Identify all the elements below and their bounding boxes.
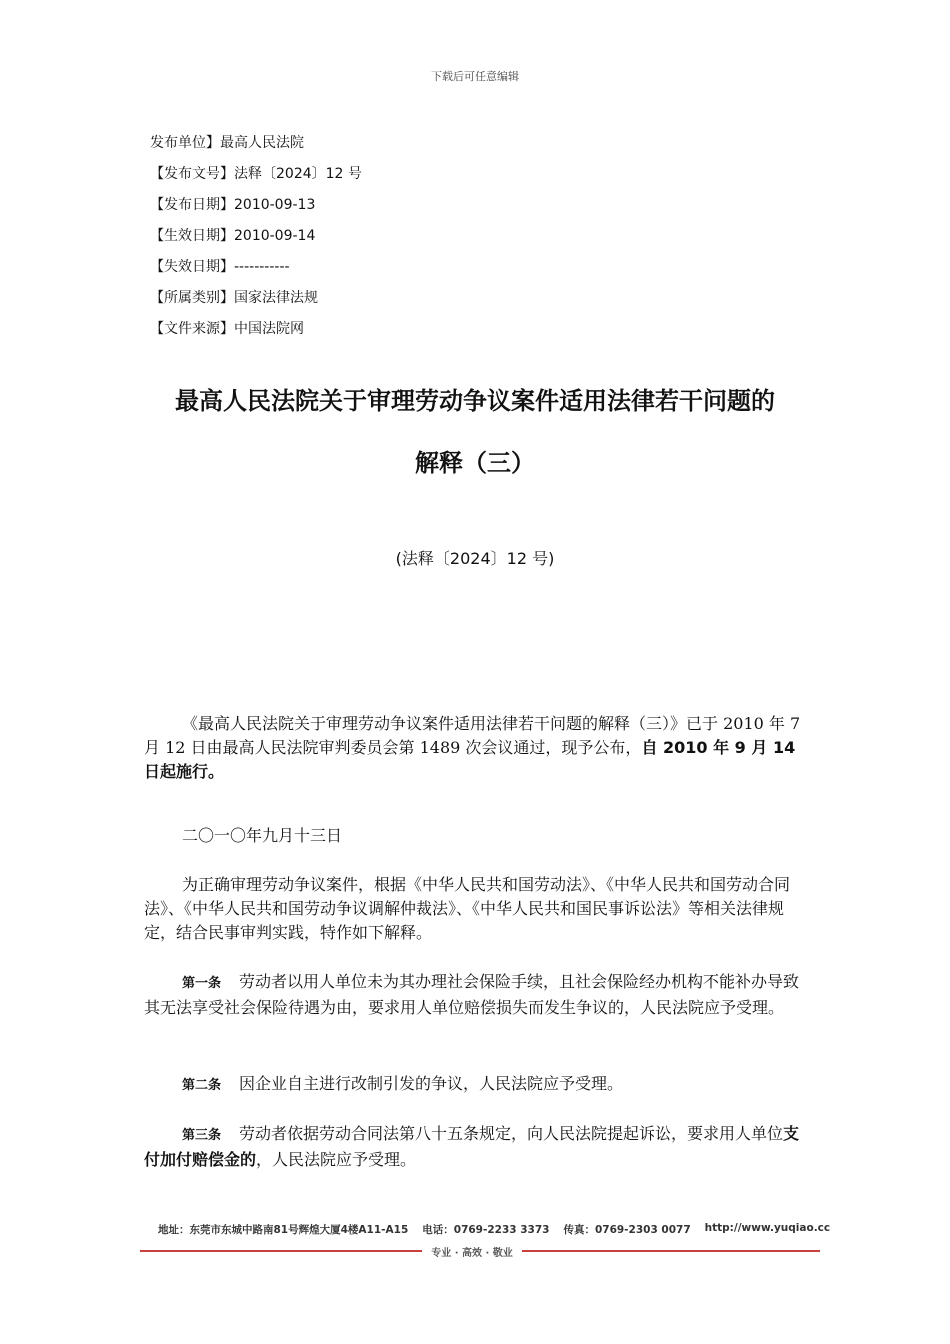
- document-number: (法释〔2024〕12 号): [395, 549, 555, 568]
- preamble-text: 为正确审理劳动争议案件，根据《中华人民共和国劳动法》、《中华人民共和国劳动合同法》、《中华人民共和国劳动争议调解仲裁法》、《中华人民共和国民事诉讼法》等相关法律规定，结合民事审判实践，特作如下解释。: [144, 875, 791, 942]
- article-label: 第二条: [182, 1078, 222, 1093]
- meta-label: 【所属类别】: [150, 290, 234, 306]
- article-text: 劳动者依据劳动合同法第八十五条规定，向人民法院提起诉讼，要求用人单位: [239, 1124, 784, 1143]
- preamble-paragraph: [144, 873, 806, 945]
- meta-value: 国家法律法规: [234, 290, 318, 306]
- meta-label: 【文件来源】: [150, 321, 234, 337]
- article-label: 第一条: [182, 976, 222, 991]
- footer-divider: [140, 1245, 820, 1257]
- meta-row-issue-date: [150, 190, 362, 221]
- footer-rule-right: [522, 1250, 820, 1252]
- footer-contact: [140, 1222, 831, 1237]
- article-1: [144, 970, 806, 1020]
- meta-value: -----------: [234, 259, 290, 275]
- meta-row-expiry-date: [150, 252, 362, 283]
- metadata-block: [150, 128, 362, 345]
- article-2: [144, 1072, 806, 1098]
- footer-rule-left: [140, 1250, 422, 1252]
- intro-text: 《最高人民法院关于审理劳动争议案件适用法律若干问题的解释（三）》已于 2010 年 7 月 12 日由最高人民法院审判委员会第 1489 次会议通过，现予公布，: [144, 714, 801, 757]
- meta-row-doc-number: [150, 159, 362, 190]
- meta-value: 法释〔2024〕12 号: [234, 166, 362, 182]
- meta-row-issuer: [150, 128, 362, 159]
- article-text-bold: 支付加付赔偿金的: [144, 1124, 800, 1169]
- header-note: 下载后可任意编辑: [431, 70, 519, 83]
- article-label: 第三条: [182, 1128, 222, 1143]
- meta-value: 2010-09-13: [234, 197, 316, 213]
- footer-fax: 传真：0769-2303 0077: [563, 1224, 691, 1236]
- meta-row-effective-date: [150, 221, 362, 252]
- meta-value: 中国法院网: [234, 321, 304, 337]
- meta-value: 最高人民法院: [220, 135, 304, 151]
- intro-effective-date: 自 2010 年 9 月 14 日起施行。: [144, 738, 796, 781]
- meta-label: 发布单位】: [150, 135, 220, 151]
- title-line-2: 解释（三）: [415, 449, 535, 477]
- meta-value: 2010-09-14: [234, 228, 316, 244]
- meta-row-category: [150, 283, 362, 314]
- article-text: 因企业自主进行改制引发的争议，人民法院应予受理。: [239, 1074, 624, 1093]
- intro-paragraph: [144, 712, 806, 784]
- signing-date: 二〇一〇年九月十三日: [182, 826, 343, 845]
- signing-date-paragraph: [144, 824, 806, 848]
- footer-address: 地址：东莞市东城中路南81号辉煌大厦4楼A11-A15: [158, 1224, 409, 1236]
- meta-label: 【发布日期】: [150, 197, 234, 213]
- article-text: 劳动者以用人单位未为其办理社会保险手续，且社会保险经办机构不能补办导致其无法享受社会保险待遇为由，要求用人单位赔偿损失而发生争议的，人民法院应予受理。: [144, 972, 800, 1017]
- footer-url: http://www.yuqiao.cc: [704, 1222, 831, 1234]
- meta-label: 【失效日期】: [150, 259, 234, 275]
- meta-label: 【生效日期】: [150, 228, 234, 244]
- article-text-end: ，人民法院应予受理。: [256, 1150, 417, 1169]
- footer-slogan: 专业 · 高效 · 敬业: [431, 1248, 513, 1259]
- title-line-1: 最高人民法院关于审理劳动争议案件适用法律若干问题的: [175, 387, 775, 415]
- meta-label: 【发布文号】: [150, 166, 234, 182]
- article-3: [144, 1122, 806, 1172]
- meta-row-source: [150, 314, 362, 345]
- footer-phone: 电话：0769-2233 3373: [422, 1224, 550, 1236]
- document-title: [140, 370, 810, 494]
- page-footer: [140, 1222, 831, 1259]
